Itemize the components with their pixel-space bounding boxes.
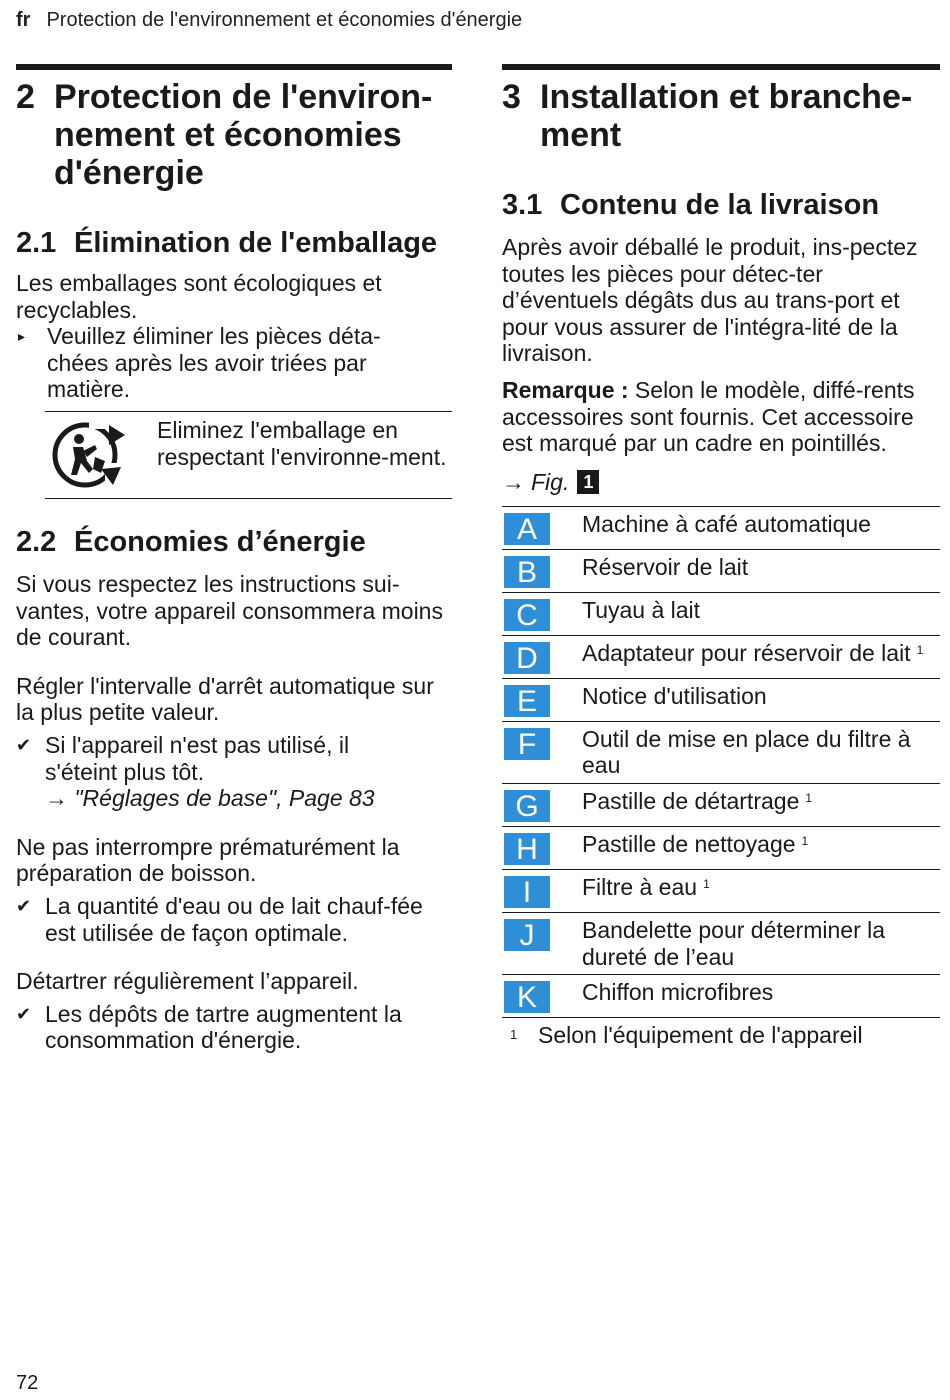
item-letter-cell: [502, 912, 582, 974]
figure-number: 1: [577, 470, 599, 494]
item-letter-badge: C: [504, 599, 550, 631]
item-letter-badge: G: [504, 790, 550, 822]
item-letter-cell: [502, 721, 582, 783]
cross-reference[interactable]: [45, 785, 405, 812]
table-row: [502, 826, 940, 869]
item-description-cell: [582, 869, 940, 912]
figure-reference[interactable]: [502, 469, 940, 496]
section-title: Économies d’énergie: [74, 525, 366, 558]
check-text: Si l'appareil n'est pas utilisé, il s'éteint plus tôt.: [45, 731, 350, 785]
item-letter-badge: A: [504, 513, 550, 545]
paragraph: Si vous respectez les instructions sui-vantes, votre appareil consommera moins de courant.: [16, 570, 443, 651]
cross-reference-text: "Réglages de base", Page 83: [74, 785, 375, 812]
table-row: [502, 783, 940, 826]
left-column: [16, 64, 452, 1054]
footnote-marker: 1: [805, 790, 813, 805]
arrow-right-icon: →: [45, 785, 75, 812]
item-letter-badge: H: [504, 833, 550, 865]
recycling-icon: [45, 417, 157, 493]
right-column: [502, 64, 940, 1048]
item-letter-badge: E: [504, 685, 550, 717]
paragraph: Régler l'intervalle d'arrêt automatique sur la plus petite valeur.: [16, 672, 434, 726]
item-letter-cell: [502, 678, 582, 721]
section-title: Contenu de la livraison: [560, 189, 880, 221]
footnote-marker: 1: [916, 642, 924, 657]
table-row: [502, 678, 940, 721]
item-description: Chiffon microfibres: [582, 979, 774, 1006]
item-description-cell: [582, 635, 940, 678]
table-row: [502, 975, 940, 1018]
checkmark-icon: ✔: [16, 895, 32, 916]
item-description-cell: [582, 975, 940, 1018]
item-description-cell: [582, 826, 940, 869]
language-code: fr: [16, 9, 31, 31]
recycling-text: Eliminez l'emballage en respectant l'environne-ment.: [157, 416, 447, 470]
chapter-number: 3: [502, 78, 521, 116]
chapter-heading-3: [502, 70, 940, 154]
item-description: Filtre à eau: [582, 873, 698, 900]
footnote-text: Selon l'équipement de l'appareil: [538, 1022, 863, 1049]
item-letter-cell: [502, 506, 582, 549]
running-header: [16, 9, 522, 32]
table-row: [502, 592, 940, 635]
figure-label: Fig.: [531, 468, 570, 495]
item-description-cell: [582, 549, 940, 592]
section-title: Élimination de l'emballage: [74, 227, 438, 259]
item-description-cell: [582, 721, 940, 783]
table-row: [502, 721, 940, 783]
item-description: Tuyau à lait: [582, 596, 701, 623]
check-item: [16, 732, 452, 812]
table-row: [502, 549, 940, 592]
section-heading-3-1: [502, 188, 940, 222]
section-number: 2.2: [16, 525, 57, 558]
item-letter-cell: [502, 826, 582, 869]
footnote-marker: 1: [703, 876, 710, 891]
checkmark-icon: ✔: [16, 734, 32, 755]
table-row: [502, 506, 940, 549]
remark-text: Selon le modèle, diffé-rents accessoires sont fournis. Cet accessoire est marqué par un cadre en pointillés.: [502, 376, 915, 457]
item-description: Notice d'utilisation: [582, 682, 767, 709]
check-item: [16, 893, 452, 946]
item-letter-badge: F: [504, 728, 550, 760]
item-letter-badge: J: [504, 919, 550, 951]
item-description: Adaptateur pour réservoir de lait: [582, 639, 911, 666]
header-title: Protection de l'environnement et économies d'énergie: [46, 9, 523, 31]
item-letter-badge: I: [504, 876, 550, 908]
item-letter-badge: D: [504, 642, 550, 674]
item-description-cell: [582, 912, 940, 974]
item-letter-badge: B: [504, 556, 550, 588]
chapter-number: 2: [16, 78, 35, 116]
arrow-right-icon: →: [502, 468, 525, 495]
check-text: Les dépôts de tartre augmentent la consommation d'énergie.: [45, 1000, 402, 1054]
paragraph: Après avoir déballé le produit, ins-pectez toutes les pièces pour détec-ter d’éventuels dégâts dus au trans-port et pour vous assurer de l'intégra-lité de la livraison.: [502, 234, 918, 367]
section-number: 3.1: [502, 189, 543, 221]
section-heading-2-1: [16, 226, 452, 260]
item-description: Outil de mise en place du filtre à eau: [582, 725, 911, 779]
footnote-mark: 1: [510, 1027, 518, 1043]
paragraph: Détartrer régulièrement l’appareil.: [16, 968, 359, 995]
chapter-heading-2: [16, 70, 452, 192]
chapter-title: Installation et branche-ment: [540, 78, 913, 154]
item-description: Machine à café automatique: [582, 510, 871, 537]
page-number: 72: [16, 1372, 39, 1394]
item-description-cell: [582, 783, 940, 826]
checkmark-icon: ✔: [16, 1003, 32, 1024]
section-number: 2.1: [16, 227, 57, 259]
item-description-cell: [582, 592, 940, 635]
item-letter-cell: [502, 783, 582, 826]
footnote-marker: 1: [801, 833, 809, 848]
item-letter-badge: K: [504, 981, 550, 1013]
item-description-cell: [582, 678, 940, 721]
table-row: [502, 912, 940, 974]
remark-label: Remarque :: [502, 376, 629, 403]
check-item: [16, 1001, 452, 1054]
item-description: Pastille de détartrage: [582, 787, 800, 814]
chapter-title: Protection de l'environ-nement et économies d'énergie: [54, 78, 433, 192]
recycling-notice: [45, 411, 452, 499]
item-description: Pastille de nettoyage: [582, 830, 796, 857]
item-letter-cell: [502, 975, 582, 1018]
item-letter-cell: [502, 549, 582, 592]
section-heading-2-2: [16, 525, 452, 559]
item-description: Bandelette pour déterminer la dureté de l’eau: [582, 916, 886, 970]
paragraph: Les emballages sont écologiques et recyclables.: [16, 270, 382, 323]
item-letter-cell: [502, 635, 582, 678]
bullet-item: [16, 323, 452, 403]
table-row: [502, 635, 940, 678]
item-description: Réservoir de lait: [582, 553, 749, 580]
triangle-bullet-icon: ▸: [18, 328, 26, 345]
delivery-contents-table: [502, 506, 940, 1018]
bullet-text: Veuillez éliminer les pièces déta-chées après les avoir triées par matière.: [47, 323, 381, 403]
table-row: [502, 869, 940, 912]
item-letter-cell: [502, 869, 582, 912]
item-description-cell: [582, 506, 940, 549]
remark: [502, 377, 940, 457]
check-text: La quantité d'eau ou de lait chauf-fée est utilisée de façon optimale.: [45, 892, 423, 946]
item-letter-cell: [502, 592, 582, 635]
paragraph: Ne pas interrompre prématurément la préparation de boisson.: [16, 833, 400, 887]
footnote: [502, 1022, 940, 1048]
